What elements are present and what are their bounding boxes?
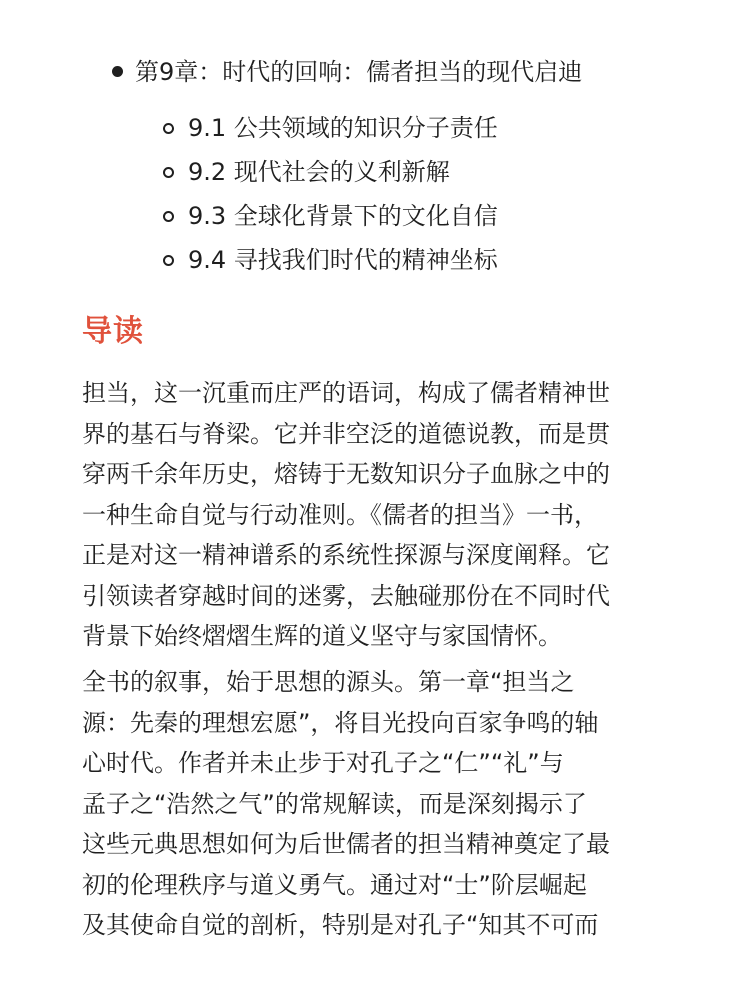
- toc-chapter-title: 第9章：时代的回响：儒者担当的现代启迪: [135, 58, 583, 86]
- bullet-circle-icon: [163, 123, 174, 134]
- bullet-circle-icon: [163, 255, 174, 266]
- intro-paragraph: [82, 373, 672, 657]
- section-heading: 导读: [82, 314, 144, 349]
- paragraph-line: 这些元典思想如何为后世儒者的担当精神奠定了最: [82, 830, 610, 858]
- paragraph-line: 引领读者穿越时间的迷雾，去触碰那份在不同时代: [82, 581, 610, 610]
- paragraph-line: 及其使命自觉的剖析，特别是对孔子“知其不可而: [82, 911, 599, 939]
- paragraph-line: 一种生命自觉与行动准则。《儒者的担当》一书，: [82, 500, 598, 529]
- toc-section-item: 9.4 寻找我们时代的精神坐标: [188, 246, 498, 274]
- paragraph-line: 正是对这一精神谱系的系统性探源与深度阐释。它: [82, 541, 610, 569]
- paragraph-line: 穿两千余年历史，熔铸于无数知识分子血脉之中的: [82, 460, 610, 488]
- bullet-disc-icon: [112, 66, 123, 77]
- paragraph-line: 背景下始终熠熠生辉的道义坚守与家国情怀。: [82, 622, 562, 650]
- intro-paragraph: [82, 662, 672, 946]
- toc-section-item: 9.3 全球化背景下的文化自信: [188, 202, 498, 230]
- paragraph-line: 心时代。作者并未止步于对孔子之“仁”“礼”与: [82, 749, 564, 777]
- paragraph-line: 界的基石与脊梁。它并非空泛的道德说教，而是贯: [82, 419, 610, 448]
- paragraph-line: 担当，这一沉重而庄严的语词，构成了儒者精神世: [82, 379, 610, 407]
- paragraph-line: 全书的叙事，始于思想的源头。第一章“担当之: [82, 668, 575, 696]
- bullet-circle-icon: [163, 211, 174, 222]
- bullet-circle-icon: [163, 167, 174, 178]
- paragraph-line: 初的伦理秩序与道义勇气。通过对“士”阶层崛起: [82, 870, 587, 899]
- paragraph-line: 孟子之“浩然之气”的常规解读，而是深刻揭示了: [82, 789, 587, 818]
- toc-section-item: 9.2 现代社会的义利新解: [188, 158, 450, 186]
- toc-section-item: 9.1 公共领域的知识分子责任: [188, 114, 498, 142]
- paragraph-line: 源：先秦的理想宏愿”，将目光投向百家争鸣的轴: [82, 708, 599, 737]
